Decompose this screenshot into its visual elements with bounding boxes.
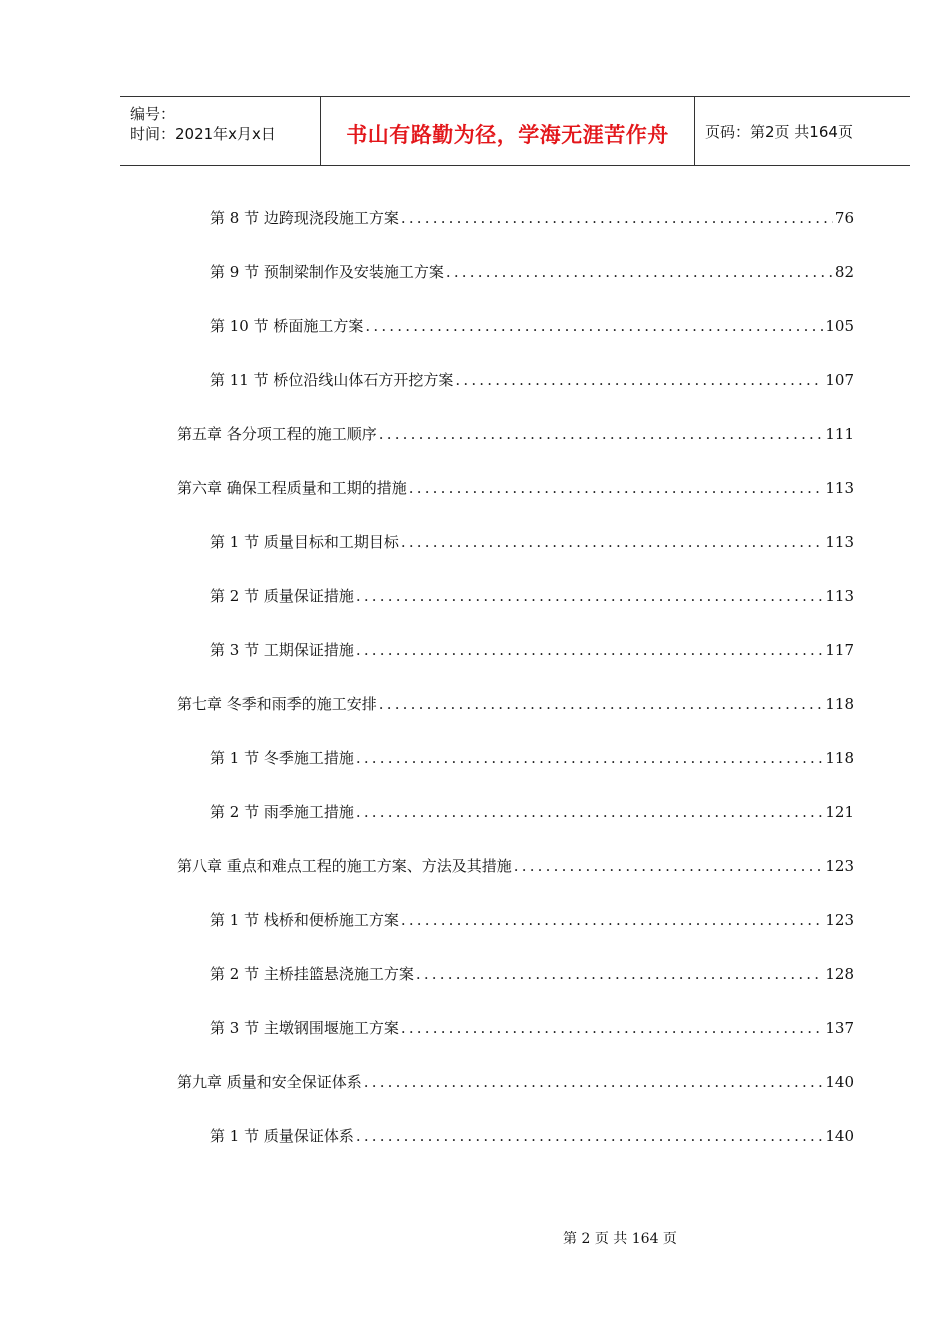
toc-entry-title: 第七章 冬季和雨季的施工安排 (177, 695, 377, 713)
toc-entry-page-number: 113 (825, 479, 854, 497)
toc-entry-section[interactable] (210, 1124, 854, 1148)
toc-entry-section[interactable] (210, 962, 854, 986)
toc-entry-title: 第 2 节 主桥挂篮悬浇施工方案 (210, 965, 414, 983)
header-page-number: 页码：第2页 共164页 (705, 123, 853, 141)
toc-dot-leader (416, 962, 824, 986)
toc-dot-leader (365, 314, 823, 338)
toc-entry-title: 第九章 质量和安全保证体系 (177, 1073, 362, 1091)
toc-entry-title: 第 1 节 质量目标和工期目标 (210, 533, 399, 551)
toc-dot-leader (401, 206, 833, 230)
toc-dot-leader (379, 692, 824, 716)
toc-entry-title: 第 1 节 质量保证体系 (210, 1127, 354, 1145)
toc-entry-title: 第 1 节 冬季施工措施 (210, 749, 354, 767)
toc-entry-page-number: 76 (834, 209, 854, 227)
toc-entry-section[interactable] (210, 638, 854, 662)
toc-entry-page-number: 82 (834, 263, 854, 281)
toc-entry-section[interactable] (210, 260, 854, 284)
toc-entry-title: 第 3 节 工期保证措施 (210, 641, 354, 659)
toc-entry-page-number: 123 (825, 857, 854, 875)
toc-entry-title: 第六章 确保工程质量和工期的措施 (177, 479, 407, 497)
toc-entry-section[interactable] (210, 584, 854, 608)
toc-entry-page-number: 137 (825, 1019, 854, 1037)
toc-entry-title: 第 1 节 栈桥和便桥施工方案 (210, 911, 399, 929)
toc-dot-leader (364, 1070, 824, 1094)
toc-entry-chapter[interactable] (177, 854, 854, 878)
toc-dot-leader (409, 476, 824, 500)
toc-dot-leader (356, 1124, 824, 1148)
toc-entry-title: 第 2 节 质量保证措施 (210, 587, 354, 605)
header-motto: 书山有路勤为径，学海无涯苦作舟 (346, 123, 669, 147)
toc-entry-page-number: 118 (825, 695, 854, 713)
toc-entry-page-number: 113 (825, 587, 854, 605)
toc-entry-page-number: 118 (825, 749, 854, 767)
toc-entry-title: 第 10 节 桥面施工方案 (210, 317, 364, 335)
toc-entry-chapter[interactable] (177, 1070, 854, 1094)
toc-entry-title: 第 9 节 预制梁制作及安装施工方案 (210, 263, 444, 281)
document-time-label: 时间：2021年x月x日 (130, 125, 276, 143)
toc-dot-leader (401, 1016, 824, 1040)
toc-entry-page-number: 105 (825, 317, 854, 335)
toc-dot-leader (401, 908, 824, 932)
toc-entry-title: 第 8 节 边跨现浇段施工方案 (210, 209, 399, 227)
toc-entry-page-number: 111 (825, 425, 854, 443)
toc-entry-title: 第 11 节 桥位沿线山体石方开挖方案 (210, 371, 454, 389)
toc-entry-page-number: 121 (825, 803, 854, 821)
toc-entry-title: 第 2 节 雨季施工措施 (210, 803, 354, 821)
toc-entry-section[interactable] (210, 1016, 854, 1040)
toc-entry-chapter[interactable] (177, 476, 854, 500)
toc-entry-chapter[interactable] (177, 422, 854, 446)
toc-entry-page-number: 113 (825, 533, 854, 551)
header-motto-cell (321, 97, 695, 165)
toc-dot-leader (379, 422, 824, 446)
toc-entry-title: 第八章 重点和难点工程的施工方案、方法及其措施 (177, 857, 512, 875)
header-info-cell (120, 97, 321, 165)
toc-entry-section[interactable] (210, 314, 854, 338)
toc-entry-section[interactable] (210, 368, 854, 392)
toc-entry-page-number: 140 (825, 1073, 854, 1091)
toc-entry-page-number: 117 (825, 641, 854, 659)
toc-entry-page-number: 123 (825, 911, 854, 929)
toc-dot-leader (401, 530, 824, 554)
page-footer: 第 2 页 共 164 页 (563, 1231, 677, 1247)
page-header (120, 96, 910, 166)
toc-dot-leader (514, 854, 824, 878)
toc-dot-leader (356, 746, 824, 770)
toc-entry-title: 第五章 各分项工程的施工顺序 (177, 425, 377, 443)
toc-dot-leader (455, 368, 823, 392)
document-number-label: 编号： (130, 105, 176, 123)
toc-dot-leader (356, 800, 824, 824)
toc-entry-section[interactable] (210, 746, 854, 770)
toc-entry-section[interactable] (210, 206, 854, 230)
toc-dot-leader (446, 260, 833, 284)
toc-entry-chapter[interactable] (177, 692, 854, 716)
toc-entry-page-number: 140 (825, 1127, 854, 1145)
toc-dot-leader (356, 584, 824, 608)
toc-dot-leader (356, 638, 824, 662)
toc-entry-section[interactable] (210, 800, 854, 824)
header-page-cell (695, 97, 910, 165)
toc-entry-section[interactable] (210, 530, 854, 554)
toc-entry-section[interactable] (210, 908, 854, 932)
toc-entry-page-number: 107 (825, 371, 854, 389)
toc-entry-page-number: 128 (825, 965, 854, 983)
toc-entry-title: 第 3 节 主墩钢围堰施工方案 (210, 1019, 399, 1037)
